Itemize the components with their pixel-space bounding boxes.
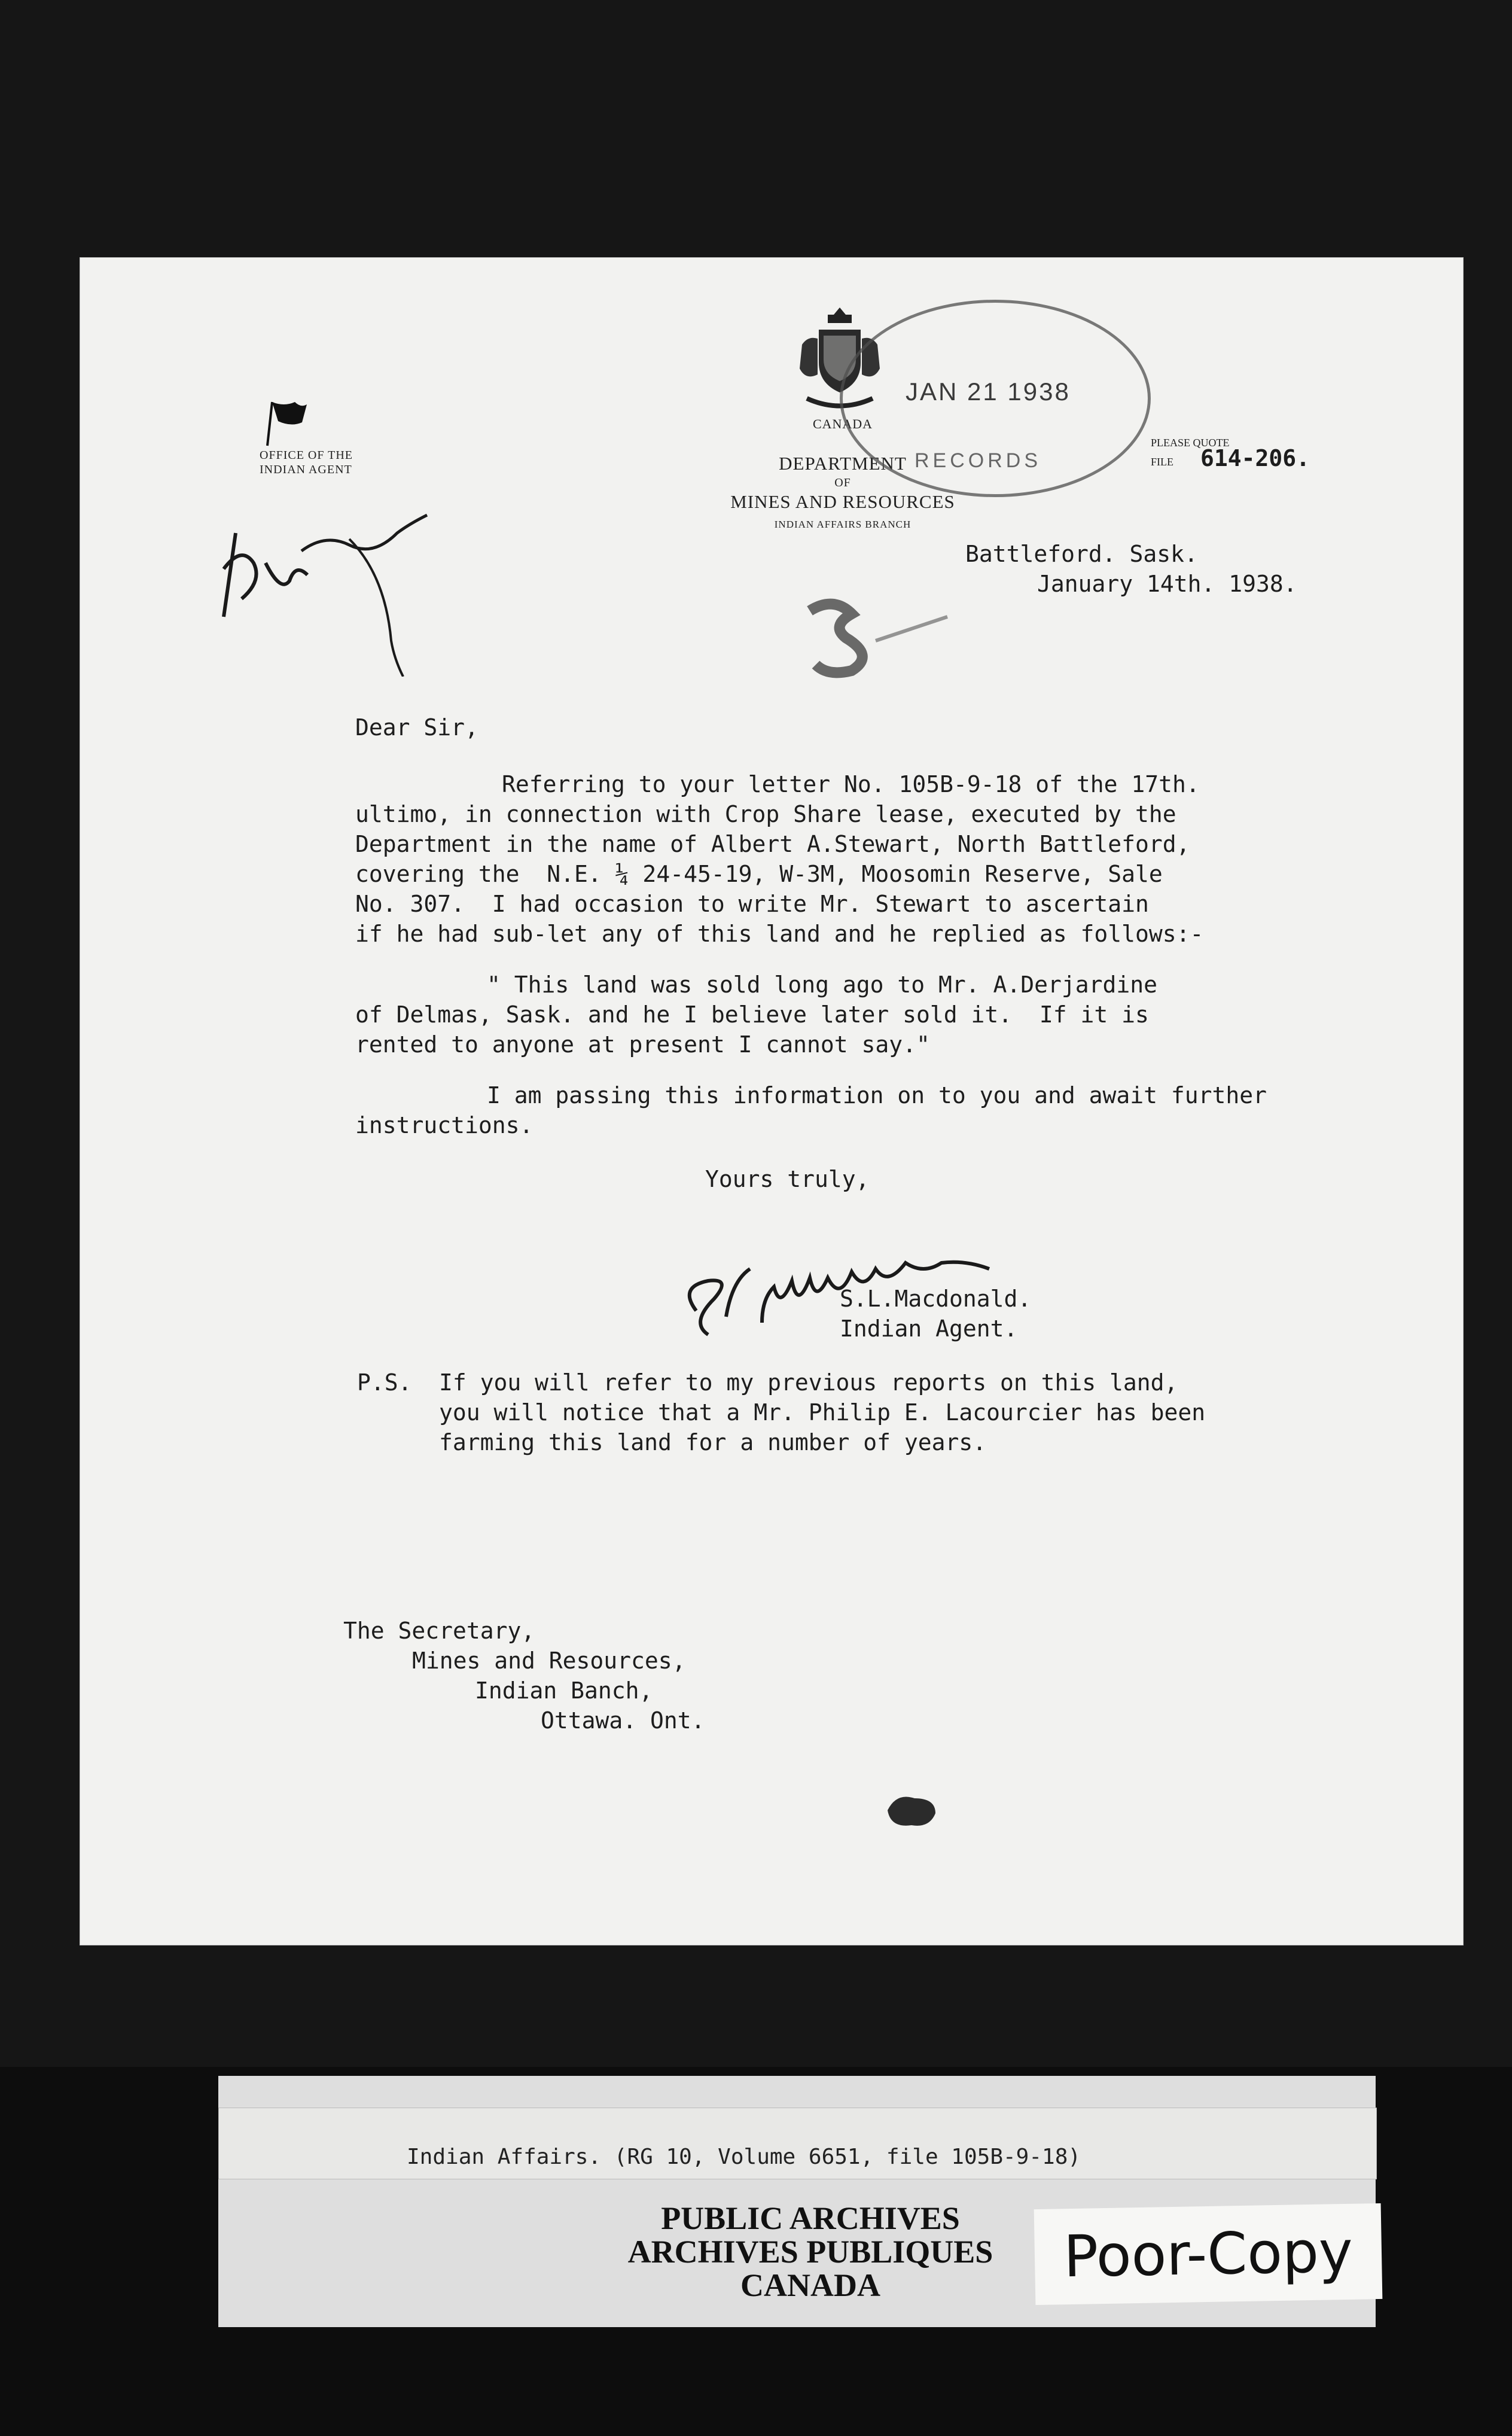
letterhead-country: CANADA (812, 416, 873, 431)
letter-place: Battleford. Sask. (965, 541, 1198, 567)
salutation: Dear Sir, (355, 714, 478, 741)
office-line-2: INDIAN AGENT (260, 463, 352, 476)
flag-icon (263, 399, 310, 447)
addressee-line: Ottawa. Ont. (541, 1707, 705, 1734)
signatory-title: Indian Agent. (840, 1316, 1018, 1342)
postscript-line: If you will refer to my previous reports on this land, (439, 1369, 1178, 1396)
postscript-line: you will notice that a Mr. Philip E. Lacourcier has been (439, 1399, 1206, 1426)
public-archives-line-2: ARCHIVES PUBLIQUES (627, 2234, 993, 2270)
stamp-label: RECORDS (914, 449, 1042, 472)
valediction: Yours truly, (705, 1166, 870, 1192)
archive-reference: Indian Affairs. (RG 10, Volume 6651, file 105B-9-18) (407, 2145, 1081, 2169)
ink-smudge (786, 587, 983, 689)
public-archives-line-3: CANADA (740, 2267, 880, 2303)
public-archives-label (577, 2201, 1044, 2302)
dept-line-2: OF (834, 476, 851, 489)
quote-line: " This land was sold long ago to Mr. A.Derjardine (487, 972, 1158, 998)
ink-blot (882, 1789, 941, 1831)
handwritten-annotation (200, 497, 535, 677)
letter-page (80, 257, 1464, 1945)
addressee-line: Mines and Resources, (412, 1648, 686, 1674)
addressee-line: The Secretary, (343, 1618, 535, 1644)
letter-date: January 14th. 1938. (1037, 571, 1297, 597)
postscript-line: farming this land for a number of years. (439, 1429, 987, 1455)
dept-line-1: DEPARTMENT (779, 453, 907, 474)
dept-branch: INDIAN AFFAIRS BRANCH (774, 519, 912, 530)
postscript-label: P.S. (357, 1369, 412, 1396)
file-label: FILE (1151, 456, 1173, 468)
body-line: Department in the name of Albert A.Stewart, North Battleford, (355, 831, 1190, 857)
body-line: I am passing this information on to you and await further (487, 1082, 1267, 1109)
please-quote-text: PLEASE QUOTE (1151, 437, 1230, 449)
body-line: instructions. (355, 1112, 534, 1138)
office-label (260, 448, 353, 477)
signatory-name: S.L.Macdonald. (840, 1286, 1032, 1312)
office-line-1: OFFICE OF THE (260, 449, 353, 462)
addressee-line: Indian Banch, (475, 1677, 653, 1704)
quote-line: of Delmas, Sask. and he I believe later sold it. If it is (355, 1001, 1149, 1028)
file-number: 614-206. (1200, 445, 1310, 471)
stamp-date: JAN 21 1938 (906, 377, 1071, 406)
body-line: Referring to your letter No. 105B-9-18 of the 17th. (502, 771, 1200, 797)
body-line: if he had sub-let any of this land and he replied as follows:- (355, 921, 1204, 947)
body-line: ultimo, in connection with Crop Share lease, executed by the (355, 801, 1176, 827)
body-line: No. 307. I had occasion to write Mr. Stewart to ascertain (355, 891, 1149, 917)
poor-copy-note: Poor-Copy (1034, 2203, 1383, 2305)
body-line: covering the N.E. ¼ 24-45-19, W-3M, Moosomin Reserve, Sale (355, 861, 1163, 887)
public-archives-line-1: PUBLIC ARCHIVES (661, 2200, 960, 2236)
dept-line-3: MINES AND RESOURCES (730, 491, 955, 512)
quote-line: rented to anyone at present I cannot say." (355, 1031, 930, 1058)
